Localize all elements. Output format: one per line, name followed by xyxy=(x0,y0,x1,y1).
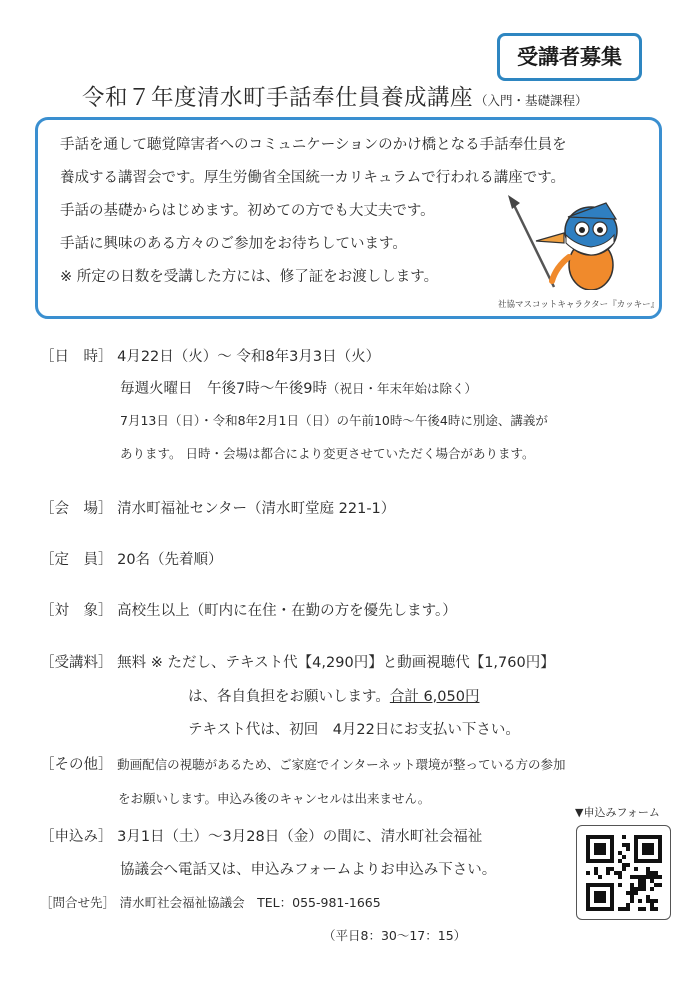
schedule-extra-line: 7月13日（日）・令和8年2月1日（日）の午前10時～午後4時に別途、講義が xyxy=(120,413,548,428)
venue-label: ［会 場］ xyxy=(40,501,113,517)
apply-row xyxy=(40,825,482,846)
venue-row xyxy=(40,497,395,518)
schedule-weekly-note: （祝日・年末年始は除く） xyxy=(326,381,477,396)
contact-label: ［問合せ先］ xyxy=(40,895,116,910)
target-value: 高校生以上（町内に在住・在勤の方を優先します。） xyxy=(117,603,457,619)
venue-value: 清水町福祉センター（清水町堂庭 221-1） xyxy=(117,501,396,517)
qr-label: ▼申込みフォーム xyxy=(575,806,660,819)
other-line2: をお願いします。申込み後のキャンセルは出来ません。 xyxy=(118,791,431,806)
apply-line2: 協議会へ電話又は、申込みフォームよりお申込み下さい。 xyxy=(120,862,497,878)
capacity-row xyxy=(40,548,223,569)
fee-line2 xyxy=(188,685,479,706)
fee-total: 合計 6,050円 xyxy=(389,689,480,705)
title-main: 令和７年度清水町手話奉仕員養成講座 xyxy=(82,85,474,111)
recruitment-badge: 受講者募集 xyxy=(497,33,642,81)
intro-line: ※ 所定の日数を受講した方には、修了証をお渡しします。 xyxy=(60,269,439,285)
fee-label: ［受講料］ xyxy=(40,655,113,671)
other-label: ［その他］ xyxy=(40,757,113,773)
contact-row xyxy=(40,893,381,911)
apply-line1: 3月1日（土）～3月28日（金）の間に、清水町社会福祉 xyxy=(117,829,483,845)
other-line1: 動画配信の視聴があるため、ご家庭でインターネット環境が整っている方の参加 xyxy=(117,757,566,772)
page-title xyxy=(82,80,588,112)
target-row xyxy=(40,599,457,620)
intro-line: 手話に興味のある方々のご参加をお待ちしています。 xyxy=(60,236,407,252)
mascot-kingfisher-illustration xyxy=(506,195,626,290)
contact-hours: （平日8：30～17：15） xyxy=(323,928,467,943)
schedule-label: ［日 時］ xyxy=(40,349,113,365)
qr-code-icon xyxy=(586,835,662,911)
schedule-weekly xyxy=(120,377,477,398)
fee-line2-text: は、各自負担をお願いします。 xyxy=(188,689,390,705)
capacity-label: ［定 員］ xyxy=(40,552,113,568)
schedule-dates: 4月22日（火）～ 令和8年3月3日（火） xyxy=(117,349,381,365)
fee-row xyxy=(40,651,555,672)
fee-line1: 無料 ※ ただし、テキスト代【4,290円】と動画視聴代【1,760円】 xyxy=(117,655,555,671)
contact-value: 清水町社会福祉協議会 TEL：055-981-1665 xyxy=(119,895,381,910)
fee-line3: テキスト代は、初回 4月22日にお支払い下さい。 xyxy=(188,722,520,738)
schedule-note-line: あります。 日時・会場は都合により変更させていただく場合があります。 xyxy=(120,446,535,461)
schedule-row xyxy=(40,345,380,366)
capacity-value: 20名（先着順） xyxy=(117,552,223,568)
schedule-weekly-main: 毎週火曜日 午後7時～午後9時 xyxy=(120,381,327,397)
apply-label: ［申込み］ xyxy=(40,829,113,845)
application-form-qr-code[interactable] xyxy=(576,825,671,920)
intro-line: 手話を通して聴覚障害者へのコミュニケーションのかけ橋となる手話奉仕員を xyxy=(60,137,567,153)
target-label: ［対 象］ xyxy=(40,603,113,619)
intro-box xyxy=(35,117,662,319)
other-row xyxy=(40,753,566,774)
intro-line: 手話の基礎からはじめます。初めての方でも大丈夫です。 xyxy=(60,203,435,219)
intro-line: 養成する講習会です。厚生労働省全国統一カリキュラムで行われる講座です。 xyxy=(60,170,566,186)
title-sub: （入門・基礎課程） xyxy=(475,93,588,108)
mascot-caption: 社協マスコットキャラクター『カッキー』 xyxy=(498,300,660,310)
